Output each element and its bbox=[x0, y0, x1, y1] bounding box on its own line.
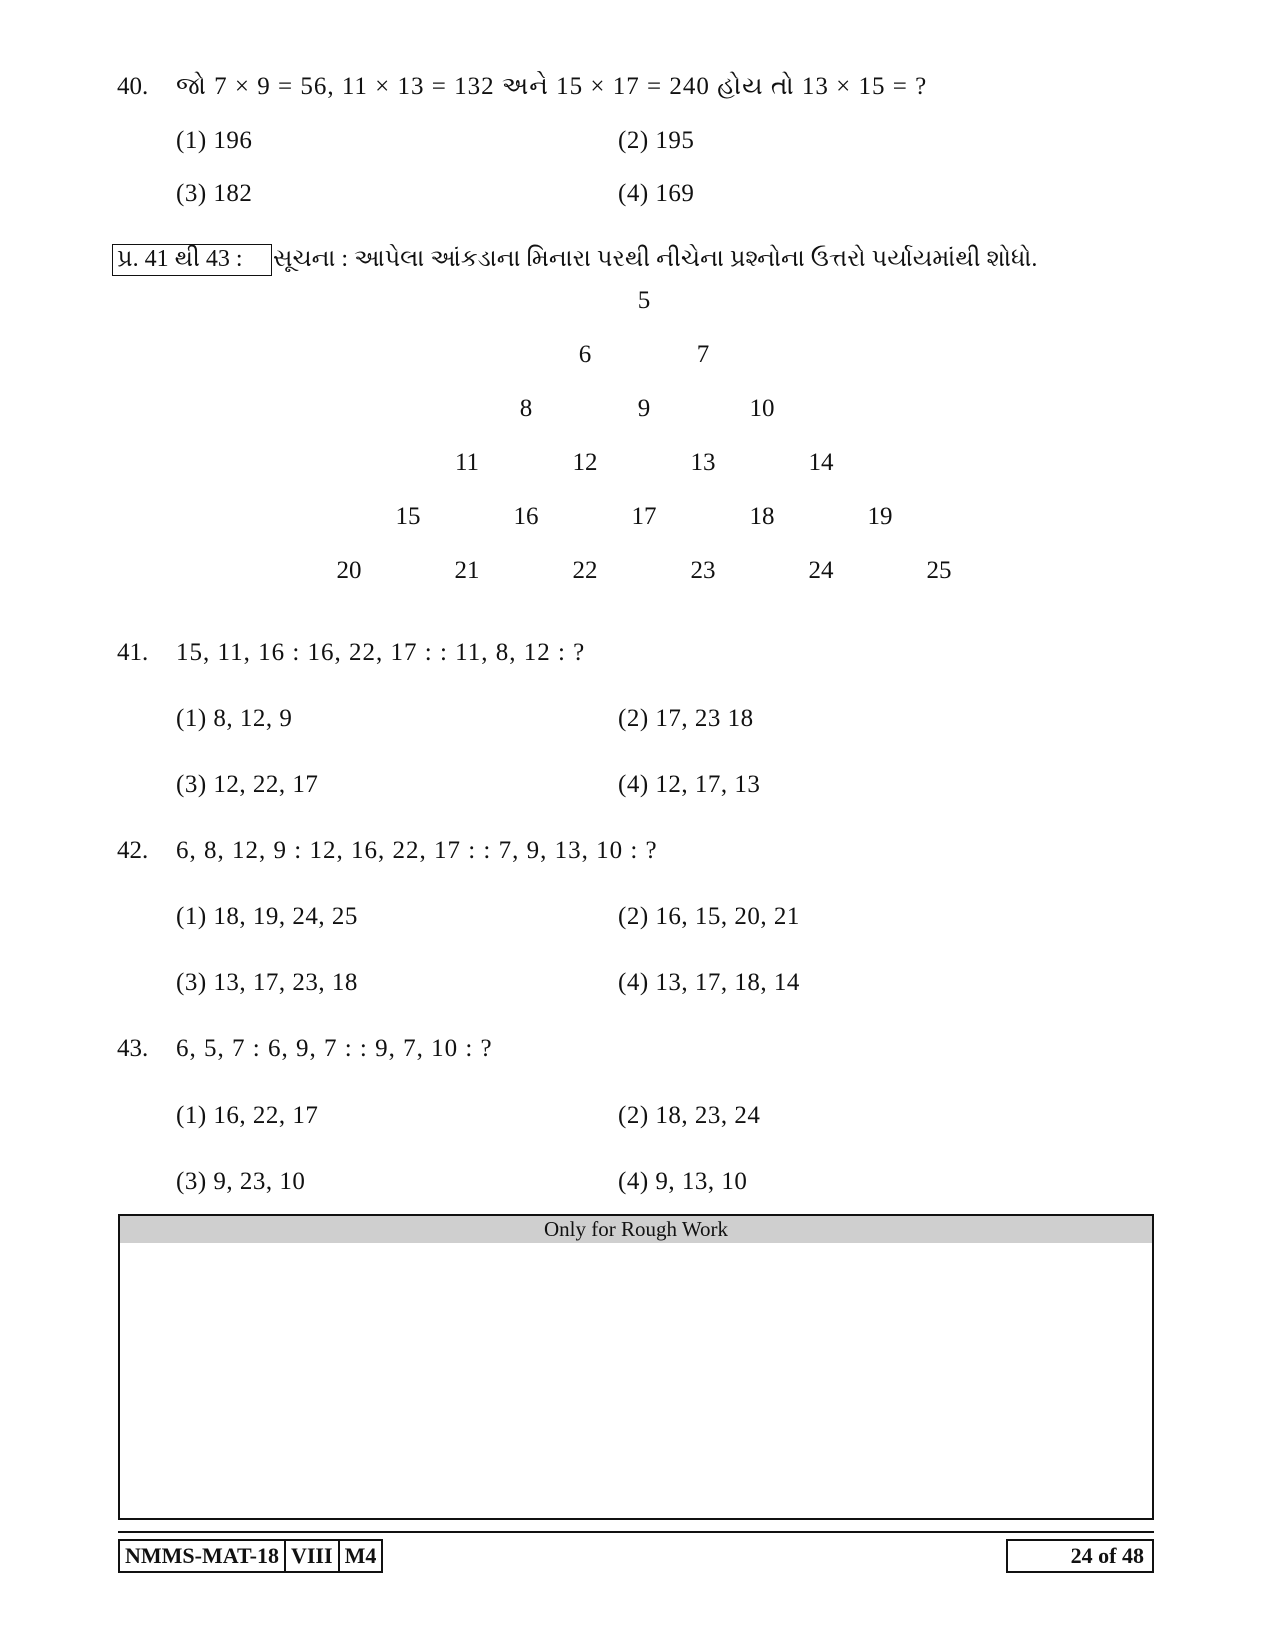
q42-option-3: (3) 13, 17, 23, 18 bbox=[176, 969, 358, 996]
q42-option-1: (1) 18, 19, 24, 25 bbox=[176, 903, 358, 930]
pyramid-number: 9 bbox=[637, 395, 651, 422]
footer-exam-code: NMMS-MAT-18 bbox=[118, 1539, 286, 1573]
pyramid-number: 13 bbox=[690, 449, 716, 476]
rough-work-box bbox=[118, 1214, 1154, 1520]
q40-number: 40. bbox=[117, 73, 149, 100]
pyramid-number: 15 bbox=[395, 503, 421, 530]
q43-option-3: (3) 9, 23, 10 bbox=[176, 1168, 306, 1195]
pyramid-number: 20 bbox=[336, 557, 362, 584]
q40-text: જો 7 × 9 = 56, 11 × 13 = 132 અને 15 × 17 = 240 હોય તો 13 × 15 = ? bbox=[176, 73, 928, 100]
footer-standard: VIII bbox=[284, 1539, 340, 1573]
q43-option-4: (4) 9, 13, 10 bbox=[618, 1168, 748, 1195]
q41-number: 41. bbox=[117, 639, 149, 666]
q40-option-4: (4) 169 bbox=[618, 180, 695, 207]
pyramid-number: 23 bbox=[690, 557, 716, 584]
q40-option-1: (1) 196 bbox=[176, 127, 253, 154]
q41-option-2: (2) 17, 23 18 bbox=[618, 705, 754, 732]
pyramid-number: 10 bbox=[749, 395, 775, 422]
pyramid-number: 17 bbox=[631, 503, 657, 530]
footer-set: M4 bbox=[338, 1539, 384, 1573]
pyramid-number: 19 bbox=[867, 503, 893, 530]
q40-option-2: (2) 195 bbox=[618, 127, 695, 154]
pyramid-number: 11 bbox=[454, 449, 480, 476]
q41-option-4: (4) 12, 17, 13 bbox=[618, 771, 761, 798]
q41-option-1: (1) 8, 12, 9 bbox=[176, 705, 293, 732]
pyramid-number: 6 bbox=[578, 341, 592, 368]
pyramid-number: 22 bbox=[572, 557, 598, 584]
pyramid-number: 8 bbox=[519, 395, 533, 422]
instruction-label-box: પ્ર. 41 થી 43 : bbox=[112, 244, 272, 276]
q42-option-4: (4) 13, 17, 18, 14 bbox=[618, 969, 800, 996]
q41-text: 15, 11, 16 : 16, 22, 17 : : 11, 8, 12 : ? bbox=[176, 639, 586, 666]
footer-code-boxes bbox=[118, 1539, 381, 1573]
q40-option-3: (3) 182 bbox=[176, 180, 253, 207]
q42-number: 42. bbox=[117, 837, 149, 864]
q43-option-2: (2) 18, 23, 24 bbox=[618, 1102, 761, 1129]
pyramid-number: 12 bbox=[572, 449, 598, 476]
pyramid-number: 16 bbox=[513, 503, 539, 530]
pyramid-number: 25 bbox=[926, 557, 952, 584]
pyramid-number: 5 bbox=[637, 287, 651, 314]
q43-option-1: (1) 16, 22, 17 bbox=[176, 1102, 319, 1129]
pyramid-number: 24 bbox=[808, 557, 834, 584]
footer-page-number: 24 of 48 bbox=[1006, 1539, 1154, 1573]
q41-option-3: (3) 12, 22, 17 bbox=[176, 771, 319, 798]
q43-text: 6, 5, 7 : 6, 9, 7 : : 9, 7, 10 : ? bbox=[176, 1035, 493, 1062]
instruction-text: સૂચના : આપેલા આંકડાના મિનારા પરથી નીચેના પ્રશ્નોના ઉત્તરો પર્યાયમાંથી શોધો. bbox=[273, 246, 1038, 272]
q42-option-2: (2) 16, 15, 20, 21 bbox=[618, 903, 800, 930]
pyramid-number: 7 bbox=[696, 341, 710, 368]
rough-work-title: Only for Rough Work bbox=[120, 1216, 1152, 1243]
pyramid-number: 14 bbox=[808, 449, 834, 476]
pyramid-number: 21 bbox=[454, 557, 480, 584]
q42-text: 6, 8, 12, 9 : 12, 16, 22, 17 : : 7, 9, 13, 10 : ? bbox=[176, 837, 658, 864]
pyramid-number: 18 bbox=[749, 503, 775, 530]
q43-number: 43. bbox=[117, 1035, 149, 1062]
footer-divider bbox=[118, 1531, 1154, 1533]
